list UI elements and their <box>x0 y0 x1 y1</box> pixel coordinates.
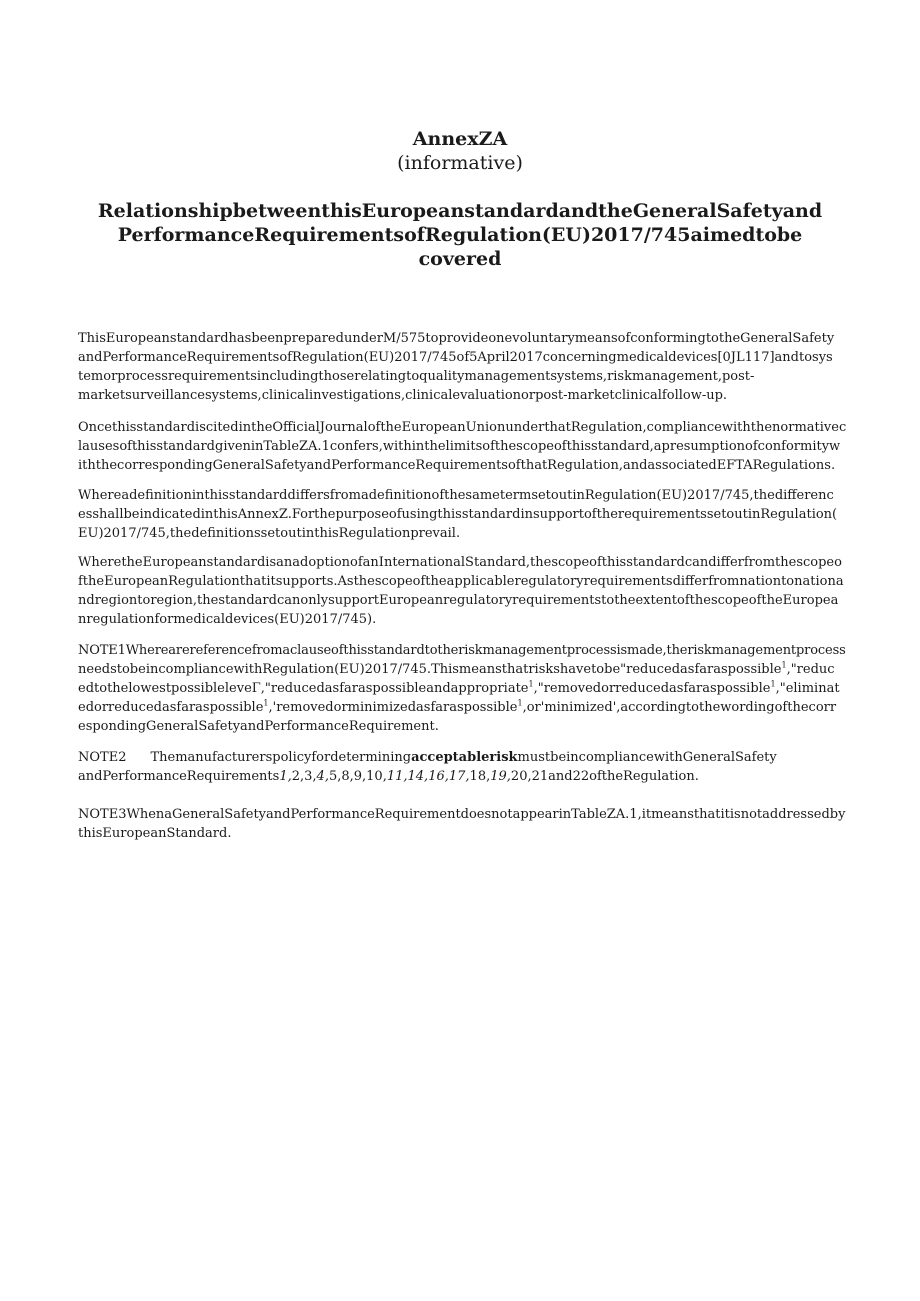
paragraph-line: ftheEuropeanRegulationthatitsupports.Asthescopeoftheapplicableregulatoryrequirementsdifferfromnationtonationa <box>78 574 844 589</box>
paragraph-line: ThisEuropeanstandardhasbeenpreparedunderM/575toprovideonevoluntarymeansofconformingtotheGeneralSafety <box>78 331 835 346</box>
note-3 <box>78 805 850 843</box>
note-label: NOTE2 <box>78 750 127 765</box>
note-line: thisEuropeanStandard. <box>78 826 232 841</box>
paragraph-line: EU)2017/745,thedefinitionssetoutinthisRegulationprevail. <box>78 526 461 541</box>
paragraph-line: andPerformanceRequirementsofRegulation(EU)2017/745of5April2017concerningmedicaldevices[0JL117]andtosys <box>78 350 833 365</box>
paragraph-line: WheretheEuropeanstandardisanadoptionofanInternationalStandard,thescopeofthisstandardcandifferfromthescopeo <box>78 555 842 570</box>
paragraph-presumption <box>78 418 850 475</box>
paragraph-international <box>78 553 850 629</box>
paragraph-line: nregulationformedicaldevices(EU)2017/745). <box>78 612 377 627</box>
paragraph-line: WhereadefinitioninthisstandarddiffersfromadefinitionofthesametermsetoutinRegulation(EU)2017/745,thedifferenc <box>78 488 834 503</box>
note-line: NOTE1Wherearereferencefromaclauseofthisstandardtotheriskmanagementprocessismade,theriskmanagementprocess <box>78 643 846 658</box>
relationship-heading <box>0 199 920 271</box>
paragraph-line: esshallbeindicatedinthisAnnexZ.ForthepurposeofusingthisstandardinsupportoftherequirementssetoutinRegulation( <box>78 507 838 522</box>
note-line: edtothelowestpossibleleveΓ,"reducedasfaraspossibleandappropriate$^1$,"removedorreducedasfaraspossible$^1$,"eliminat <box>78 679 840 696</box>
paragraph-scope <box>78 329 850 405</box>
note-1 <box>78 641 850 736</box>
acceptable-risk-term: acceptablerisk <box>411 750 518 765</box>
paragraph-line: ndregiontoregion,thestandardcanonlysupportEuropeanregulatoryrequirementstotheextentofthescopeoftheEuropea <box>78 593 839 608</box>
paragraph-line: iththecorrespondingGeneralSafetyandPerformanceRequirementsofthatRegulation,andassociatedEFTARegulations. <box>78 458 836 473</box>
heading-line-2: PerformanceRequirementsofRegulation(EU)2017/745aimedtobe <box>117 224 803 246</box>
heading-line-3: covered <box>418 248 502 270</box>
note-line: espondingGeneralSafetyandPerformanceRequirement. <box>78 719 439 734</box>
heading-line-1: RelationshipbetweenthisEuropeanstandardandtheGeneralSafetyand <box>97 200 823 222</box>
note-2 <box>78 748 850 786</box>
note-line: edorreducedasfaraspossible$^1$,'removedorminimizedasfaraspossible$^1$,or'minimized',accordingtothewordingofthecorr <box>78 698 837 715</box>
paragraph-line: lausesofthisstandardgiveninTableZA.1confers,withinthelimitsofthescopeofthisstandard,apresumptionofconformityw <box>78 439 841 454</box>
annex-subtitle: (informative) <box>397 152 523 174</box>
note-line: NOTE2 ThemanufacturerspolicyfordeterminingacceptableriskmustbeincompliancewithGeneralSafety <box>78 750 777 765</box>
note-line: needstobeincompliancewithRegulation(EU)2017/745.Thismeansthatriskshavetobe"reducedasfaraspossible$^1$,"reduc <box>78 660 835 677</box>
paragraph-definitions <box>78 486 850 543</box>
paragraph-line: marketsurveillancesystems,clinicalinvestigations,clinicalevaluationorpost-marketclinicalfollow-up. <box>78 388 728 403</box>
note-line: andPerformanceRequirements1,2,3,4,5,8,9,10,11,14,16,17,18,19,20,21and22oftheRegulation. <box>78 769 699 784</box>
annex-title: AnnexZA <box>412 128 508 150</box>
paragraph-line: OncethisstandardiscitedintheOfficialJournaloftheEuropeanUnionunderthatRegulation,compliancewiththenormativec <box>78 420 847 435</box>
paragraph-line: temorprocessrequirementsincludingthoserelatingtoqualitymanagementsystems,riskmanagement,post- <box>78 369 755 384</box>
note-line: NOTE3WhenaGeneralSafetyandPerformanceRequirementdoesnotappearinTableZA.1,itmeansthatitisnotaddressedby <box>78 807 846 822</box>
